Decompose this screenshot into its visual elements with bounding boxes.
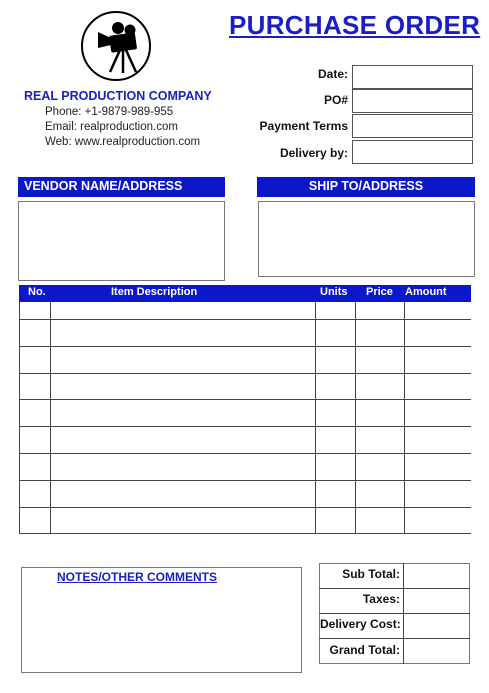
sub-total-field[interactable] xyxy=(404,563,470,588)
page-title: PURCHASE ORDER xyxy=(229,10,481,40)
table-column-line xyxy=(19,302,20,534)
company-web: Web: www.realproduction.com xyxy=(45,136,201,148)
company-name: REAL PRODUCTION COMPANY xyxy=(24,89,212,103)
taxes-field[interactable] xyxy=(404,589,470,613)
table-column-line xyxy=(50,302,51,534)
notes-title: NOTES/OTHER COMMENTS xyxy=(57,570,218,584)
ship-to-address-box[interactable] xyxy=(258,201,475,277)
table-column-line xyxy=(355,302,356,534)
date-field[interactable] xyxy=(352,65,473,89)
column-header-amount: Amount xyxy=(405,286,447,298)
company-phone: Phone: +1-9879-989-955 xyxy=(45,106,174,118)
vendor-header: VENDOR NAME/ADDRESS xyxy=(18,177,225,197)
date-label: Date: xyxy=(317,67,348,81)
table-column-line xyxy=(404,302,405,534)
payment-terms-label: Payment Terms xyxy=(259,119,348,133)
vendor-address-box[interactable] xyxy=(18,201,225,281)
column-header-description: Item Description xyxy=(111,286,198,298)
column-header-price: Price xyxy=(366,286,393,298)
items-table-header xyxy=(19,285,471,302)
column-header-no: No. xyxy=(28,286,46,298)
company-email: Email: realproduction.com xyxy=(45,121,178,133)
table-column-line xyxy=(315,302,316,534)
column-header-units: Units xyxy=(320,286,348,298)
po-field[interactable] xyxy=(352,89,473,113)
payment-terms-field[interactable] xyxy=(352,114,473,138)
ship-to-header: SHIP TO/ADDRESS xyxy=(257,177,475,197)
grand-total-label: Grand Total: xyxy=(329,643,400,657)
po-label: PO# xyxy=(323,93,348,107)
delivery-cost-label: Delivery Cost: xyxy=(320,617,401,631)
sub-total-label: Sub Total: xyxy=(342,567,400,581)
delivery-field[interactable] xyxy=(352,140,473,164)
taxes-label: Taxes: xyxy=(362,592,400,606)
delivery-label: Delivery by: xyxy=(279,146,348,160)
grand-total-field[interactable] xyxy=(404,639,470,664)
movie-camera-icon xyxy=(80,10,152,82)
delivery-cost-field[interactable] xyxy=(404,614,470,638)
